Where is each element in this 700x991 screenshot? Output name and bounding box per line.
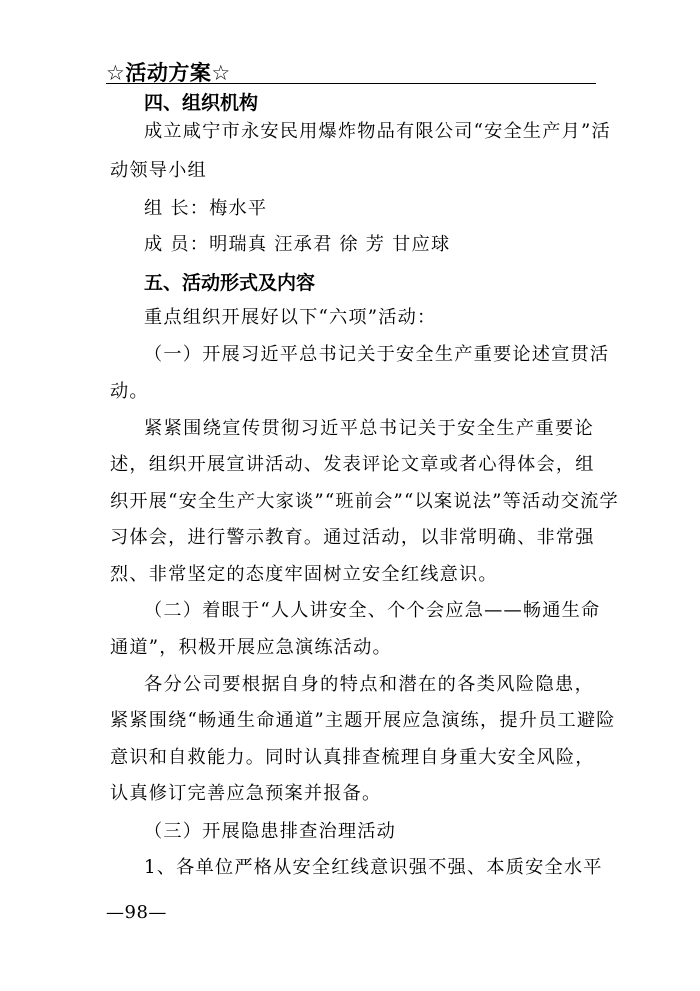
leader-line: 组 长：梅水平 (144, 198, 268, 219)
subheading-line: （二）着眼于“人人讲安全、个个会应急——畅通生命 (144, 600, 601, 621)
paragraph-line: 紧紧围绕宣传贯彻习近平总书记关于安全生产重要论 (144, 418, 594, 439)
subheading-line: 动。 (110, 381, 149, 402)
paragraph-line: 1、各单位严格从安全红线意识强不强、本质安全水平 (144, 857, 603, 878)
page-number: —98— (106, 902, 167, 923)
paragraph-line: 习体会，进行警示教育。通过活动，以非常明确、非常强 (110, 527, 595, 548)
paragraph-line: 成立咸宁市永安民用爆炸物品有限公司“安全生产月”活 (144, 121, 611, 142)
paragraph-line: 织开展“安全生产大家谈”“班前会”“以案说法”等活动交流学 (110, 491, 619, 512)
paragraph-line: 烈、非常坚定的态度牢固树立安全红线意识。 (110, 564, 498, 585)
paragraph-line: 认真修订完善应急预案并报备。 (110, 783, 382, 804)
subheading-line: （三）开展隐患排查治理活动 (144, 821, 397, 842)
subheading-line: （一）开展习近平总书记关于安全生产重要论述宣贯活 (144, 344, 610, 365)
paragraph-line: 重点组织开展好以下“六项”活动： (144, 307, 437, 328)
paragraph-line: 紧紧围绕“畅通生命通道”主题开展应急演练，提升员工避险 (110, 710, 616, 731)
header-title: ☆活动方案☆ (106, 61, 231, 85)
header-divider (106, 83, 596, 84)
paragraph-line: 动领导小组 (110, 160, 207, 181)
paragraph-line: 述，组织开展宣讲活动、发表评论文章或者心得体会，组 (110, 454, 595, 475)
paragraph-line: 各分公司要根据自身的特点和潜在的各类风险隐患， (144, 674, 594, 695)
paragraph-line: 意识和自救能力。同时认真排查梳理自身重大安全风险， (110, 747, 595, 768)
subheading-line: 通道”，积极开展应急演练活动。 (110, 637, 392, 658)
members-line: 成 员：明瑞真 汪承君 徐 芳 甘应球 (144, 234, 451, 255)
section-heading-activities: 五、活动形式及内容 (144, 272, 316, 294)
section-heading-organization: 四、组织机构 (144, 92, 259, 114)
